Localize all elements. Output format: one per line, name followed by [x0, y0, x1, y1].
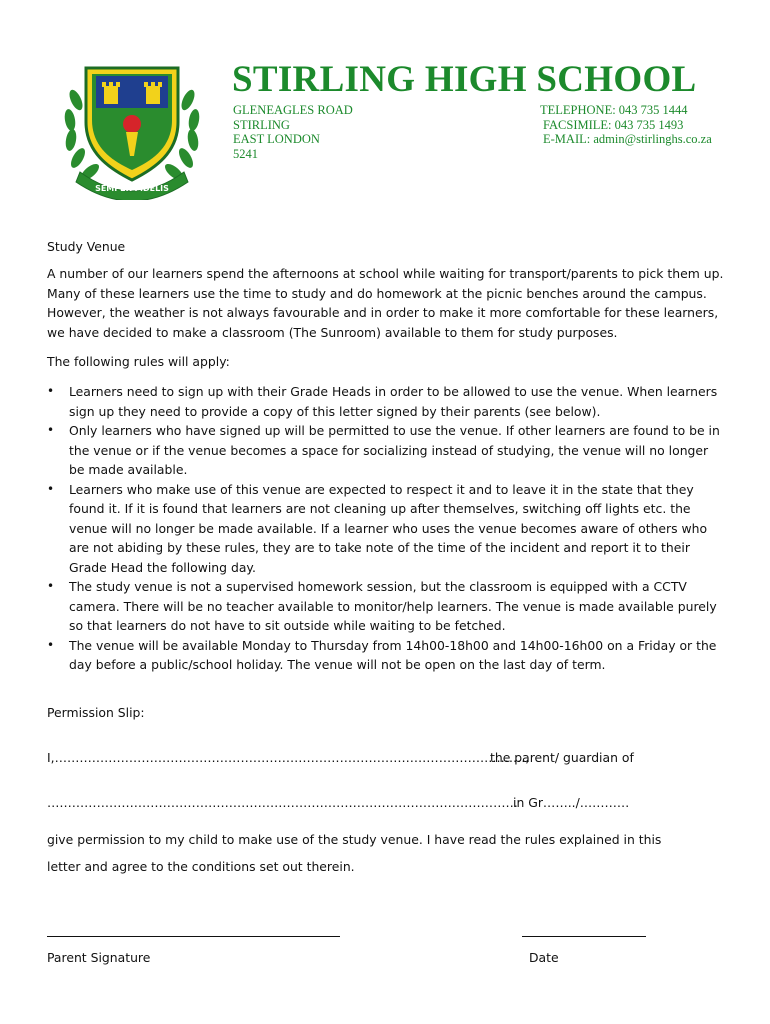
letter-heading: Study Venue [47, 239, 126, 254]
list-item [47, 480, 727, 578]
school-name-title: STIRLING HIGH SCHOOL [232, 59, 697, 100]
bullet-icon: • [47, 579, 55, 593]
grade-class-field[interactable]: in Gr……../………… [513, 795, 630, 810]
list-item [47, 577, 727, 636]
school-crest-logo [56, 60, 208, 200]
email-link[interactable]: E-MAIL: admin@stirlinghs.co.za [543, 132, 712, 146]
rule-text: Learners need to sign up with their Grade Heads in order to be allowed to use the venue. When learners sign up they need to provide a copy of this letter signed by their parents (see below). [69, 384, 718, 419]
list-item [47, 636, 727, 675]
child-name-field[interactable]: …………………………………………………………………………………………………… [47, 795, 518, 810]
facsimile-text: FACSIMILE: 043 735 1493 [543, 117, 684, 132]
date-line[interactable] [522, 936, 646, 937]
telephone-text: TELEPHONE: 043 735 1444 [540, 103, 688, 117]
parent-guardian-text: the parent/ guardian of [490, 750, 634, 765]
address-line: 5241 [233, 146, 258, 161]
crest-motto: SEMPER FIDELIS [95, 184, 169, 193]
rules-list [47, 382, 727, 675]
bullet-icon: • [47, 384, 55, 398]
rule-text: Only learners who have signed up will be permitted to use the venue. If other learners are found to be in the venue or if the venue becomes a space for socializing instead of studying, the venue will no longer be made available. [69, 423, 720, 477]
school-address [233, 103, 353, 161]
permission-slip-label: Permission Slip: [47, 705, 145, 720]
list-item [47, 421, 727, 480]
bullet-icon: • [47, 423, 55, 437]
parent-signature-label: Parent Signature [47, 950, 151, 965]
rule-text: The study venue is not a supervised homework session, but the classroom is equipped with a CCTV camera. There will be no teacher available to monitor/help learners. The venue is made available purely so that learners do not have to sit outside while waiting to be fetched. [69, 579, 717, 633]
address-line: GLENEAGLES ROAD [233, 103, 353, 117]
list-item [47, 382, 727, 421]
rule-text: Learners who make use of this venue are expected to respect it and to leave it in the state that they found it. If it is found that learners are not cleaning up after themselves, switching off lights etc. the venue will no longer be made available. If a learner who uses the venue becomes aware of others who are not abiding by these rules, they are to take note of the time of the incident and report it to their Grade Head the following day. [69, 481, 708, 575]
address-line: EAST LONDON [233, 132, 320, 146]
rules-lead-text: The following rules will apply: [47, 354, 230, 369]
permission-statement-line: letter and agree to the conditions set out therein. [47, 859, 355, 874]
letter-intro-paragraph: A number of our learners spend the afternoons at school while waiting for transport/parents to pick them up. Many of these learners use the time to study and do homework at the picnic benches around the campus. However, the weather is not always favourable and in order to make it more comfortable for these learners, we have decided to make a classroom (The Sunroom) available to them for study purposes. [47, 266, 724, 340]
permission-statement-line: give permission to my child to make use of the study venue. I have read the rules explained in this [47, 832, 662, 847]
address-line: STIRLING [233, 117, 290, 132]
signature-line[interactable] [47, 936, 340, 937]
rule-text: The venue will be available Monday to Thursday from 14h00-18h00 and 14h00-16h00 on a Friday or the day before a public/school holiday. The venue will not be open on the last day of term. [69, 637, 717, 672]
bullet-icon: • [47, 481, 55, 496]
parent-name-field[interactable]: I,……………………………………………………………………………………………………, [47, 750, 530, 765]
date-label: Date [529, 950, 559, 965]
bullet-icon: • [47, 637, 55, 652]
school-contact [540, 103, 712, 147]
